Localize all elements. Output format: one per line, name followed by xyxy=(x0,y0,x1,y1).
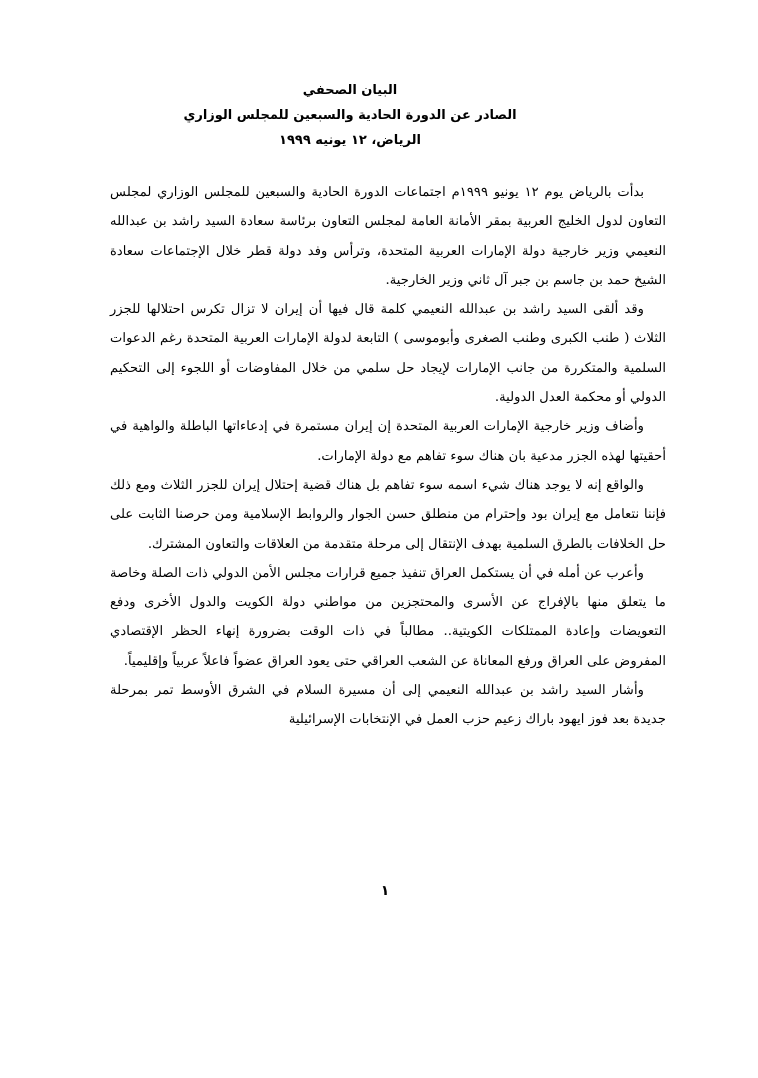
paragraph-4: والواقع إنه لا يوجد هناك شيء اسمه سوء تفاهم بل هناك قضية إحتلال إيران للجزر الثلاث ومع ذلك فإننا نتعامل مع إيران بود وإحترام من منطلق حسن الجوار والروابط الإسلامية ومن حرصنا الثابت على حل الخلافات بالطرق السلمية بهدف الإنتقال إلى مرحلة متقدمة من العلاقات والتعاون المشترك. xyxy=(110,477,666,552)
title-block xyxy=(150,78,550,153)
paragraph-1: بدأت بالرياض يوم ١٢ يونيو ١٩٩٩م اجتماعات الدورة الحادية والسبعين للمجلس الوزاري لمجلس التعاون لدول الخليج العربية بمقر الأمانة العامة لمجلس التعاون برئاسة سعادة السيد راشد بن عبدالله النعيمي وزير خارجية دولة الإمارات العربية المتحدة، وترأس وفد دولة قطر خلال الإجتماعات سعادة الشيخ حمد بن جاسم بن جبر آل ثاني وزير الخارجية. xyxy=(110,185,666,288)
place-date: الرياض، ١٢ يونيه ١٩٩٩ xyxy=(279,133,421,148)
paragraph-3: وأضاف وزير خارجية الإمارات العربية المتحدة إن إيران مستمرة في إدعاءاتها الباطلة والواهية في أحقيتها لهذه الجزر مدعية بان هناك سوء تفاهم مع دولة الإمارات. xyxy=(110,419,666,464)
page-number: ١ xyxy=(380,883,390,899)
body-text xyxy=(110,178,666,735)
paragraph-2: وقد ألقى السيد راشد بن عبدالله النعيمي كلمة قال فيها أن إيران لا تزال تكرس احتلالها للجزر الثلاث ( طنب الكبرى وطنب الصغرى وأبوموسى ) التابعة لدولة الإمارات العربية المتحدة رغم الدعوات السلمية والمتكررة من جانب الإمارات لإيجاد حل سلمي من خلال المفاوضات أو اللجوء إلى التحكيم الدولي أو محكمة العدل الدولية. xyxy=(110,302,666,406)
paragraph-6: وأشار السيد راشد بن عبدالله النعيمي إلى أن مسيرة السلام في الشرق الأوسط تمر بمرحلة جديدة بعد فوز ايهود باراك زعيم حزب العمل في الإنتخابات الإسرائيلية xyxy=(110,683,666,728)
paragraph-5: وأعرب عن أمله في أن يستكمل العراق تنفيذ جميع قرارات مجلس الأمن الدولي ذات الصلة وخاصة ما يتعلق منها بالإفراج عن الأسرى والمحتجزين من مواطني دولة الكويت والدول الأخرى ودفع التعويضات وإعادة الممتلكات الكويتية.. مطالباً في ذات الوقت بضرورة إنهاء الحظر الإقتصادي المفروض على العراق ورفع المعاناة عن الشعب العراقي حتى يعود العراق عضواً فاعلاً عربياً وإقليمياً. xyxy=(110,565,666,669)
document-title: البيان الصحفي xyxy=(302,83,398,98)
document-subtitle: الصادر عن الدورة الحادية والسبعين للمجلس الوزاري xyxy=(183,108,517,123)
